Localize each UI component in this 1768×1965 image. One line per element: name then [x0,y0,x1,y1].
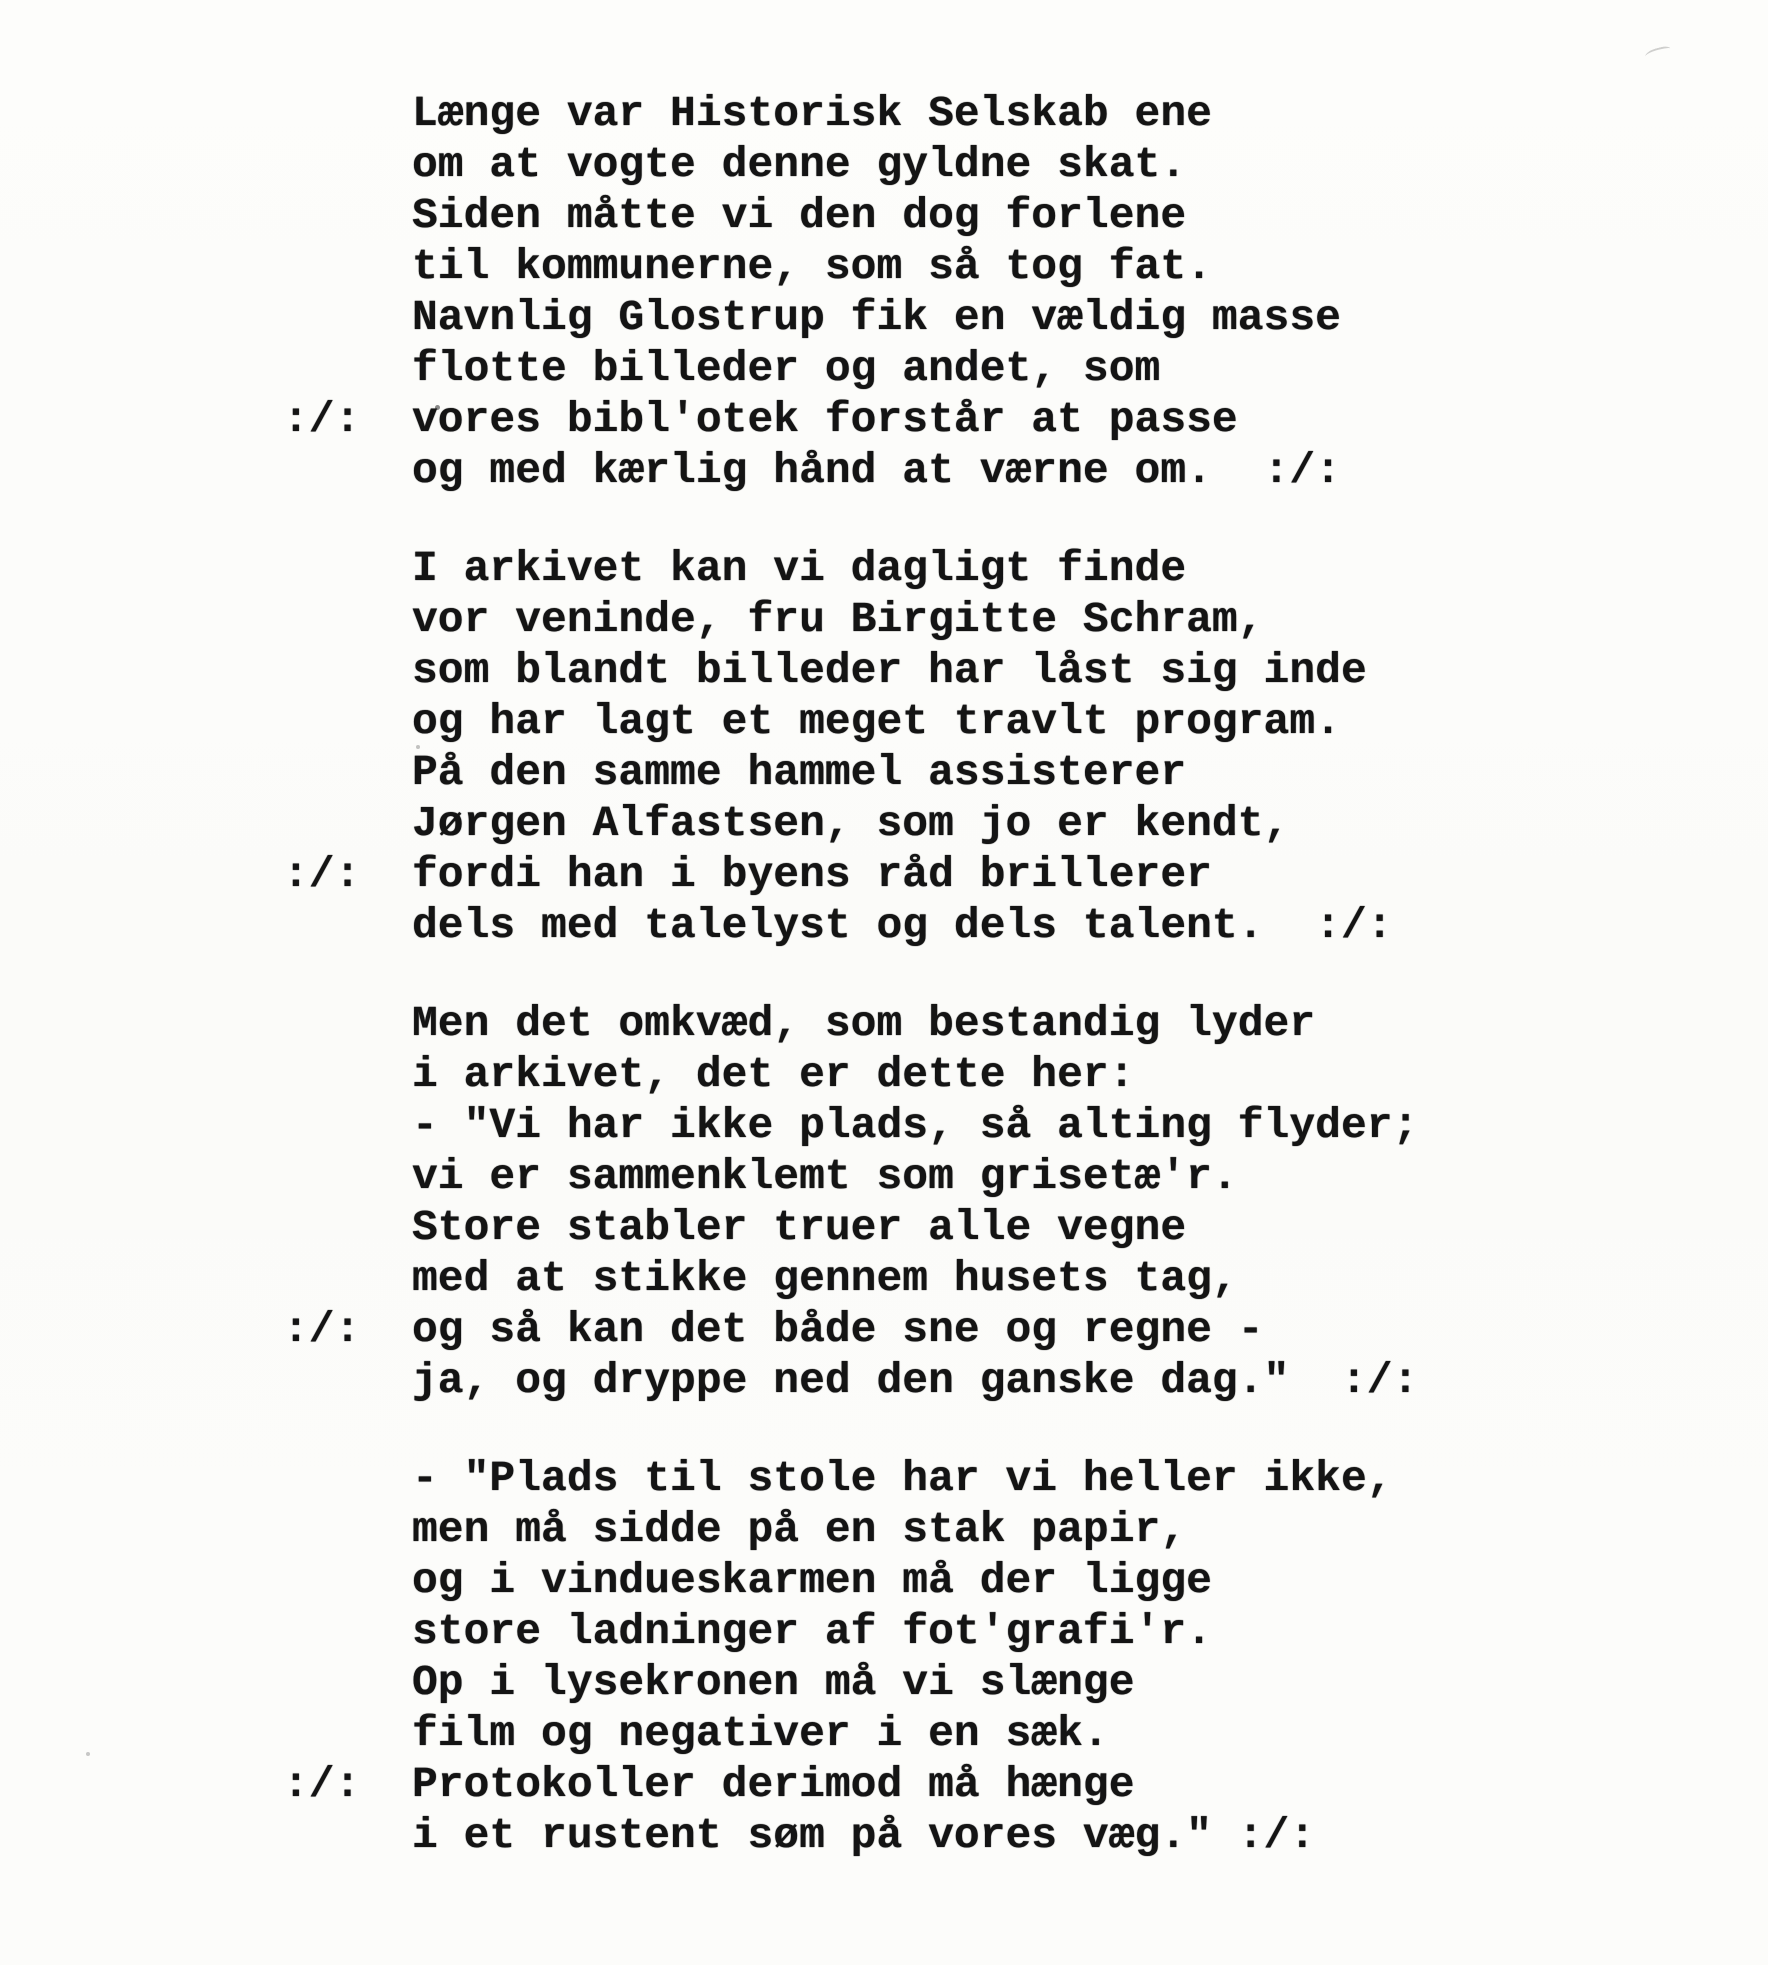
lyric-text: Siden måtte vi den dog forlene [412,191,1187,240]
lyric-text: og i vindueskarmen må der ligge [412,1556,1212,1605]
lyric-line [0,1100,1768,1151]
lyric-line [0,1504,1768,1555]
lyric-line [0,139,1768,190]
lyric-text: Protokoller derimod må hænge [412,1760,1135,1809]
lyric-text: om at vogte denne gyldne skat. [412,140,1187,189]
lyric-text: med at stikke gennem husets tag, [412,1254,1238,1303]
lyric-line [0,1253,1768,1304]
lyric-text: vores bibl'otek forstår at passe [412,395,1238,444]
lyric-text: til kommunerne, som så tog fat. [412,242,1212,291]
lyric-text: I arkivet kan vi dagligt finde [412,544,1187,593]
lyric-line [0,445,1768,496]
lyric-line [0,1810,1768,1861]
lyric-line [0,190,1768,241]
lyric-text: vi er sammenklemt som grisetæ'r. [412,1152,1238,1201]
lyric-text: På den samme hammel assisterer [412,748,1187,797]
lyric-line [0,1304,1768,1355]
lyric-line [0,1555,1768,1606]
lyric-text: - "Vi har ikke plads, så alting flyder; [412,1101,1419,1150]
lyric-line [0,1049,1768,1100]
lyric-line [0,1355,1768,1406]
verse-1 [0,88,1768,496]
lyric-text: dels med talelyst og dels talent. :/: [412,901,1393,950]
lyric-line [0,292,1768,343]
lyric-text: Op i lysekronen må vi slænge [412,1658,1135,1707]
lyric-text: og har lagt et meget travlt program. [412,697,1341,746]
lyric-text: Jørgen Alfastsen, som jo er kendt, [412,799,1290,848]
lyric-line [0,343,1768,394]
repeat-marker: :/: [283,1760,361,1809]
lyric-text: men må sidde på en stak papir, [412,1505,1187,1554]
lyric-line [0,1151,1768,1202]
repeat-marker: :/: [283,1305,361,1354]
lyric-text: fordi han i byens råd brillerer [412,850,1212,899]
lyric-line [0,998,1768,1049]
lyric-text: og så kan det både sne og regne - [412,1305,1264,1354]
lyric-line [0,1606,1768,1657]
lyric-text: Længe var Historisk Selskab ene [412,89,1212,138]
lyric-line [0,900,1768,951]
lyric-text: flotte billeder og andet, som [412,344,1161,393]
lyric-line [0,241,1768,292]
lyric-text: Navnlig Glostrup fik en vældig masse [412,293,1341,342]
lyric-text: og med kærlig hånd at værne om. :/: [412,446,1341,495]
lyric-line [0,394,1768,445]
repeat-marker: :/: [283,850,361,899]
lyric-text: store ladninger af fot'grafi'r. [412,1607,1212,1656]
verse-4 [0,1453,1768,1861]
lyric-line [0,1708,1768,1759]
lyric-line [0,645,1768,696]
repeat-marker: :/: [283,395,361,444]
lyric-line [0,798,1768,849]
lyric-line [0,594,1768,645]
lyric-text: som blandt billeder har låst sig inde [412,646,1367,695]
lyric-line [0,1657,1768,1708]
lyric-text: Store stabler truer alle vegne [412,1203,1187,1252]
lyric-text: Men det omkvæd, som bestandig lyder [412,999,1316,1048]
lyric-text: - "Plads til stole har vi heller ikke, [412,1454,1393,1503]
lyric-line [0,1759,1768,1810]
lyric-text: i arkivet, det er dette her: [412,1050,1135,1099]
lyric-text: film og negativer i en sæk. [412,1709,1109,1758]
lyric-line [0,543,1768,594]
lyric-line [0,1202,1768,1253]
lyric-line [0,1453,1768,1504]
verse-2 [0,543,1768,951]
lyric-line [0,88,1768,139]
verse-3 [0,998,1768,1406]
lyric-line [0,747,1768,798]
lyric-text: i et rustent søm på vores væg." :/: [412,1811,1316,1860]
lyric-line [0,849,1768,900]
scan-artifact [1644,45,1672,61]
lyric-text: vor veninde, fru Birgitte Schram, [412,595,1264,644]
lyric-line [0,696,1768,747]
lyric-text: ja, og dryppe ned den ganske dag." :/: [412,1356,1419,1405]
